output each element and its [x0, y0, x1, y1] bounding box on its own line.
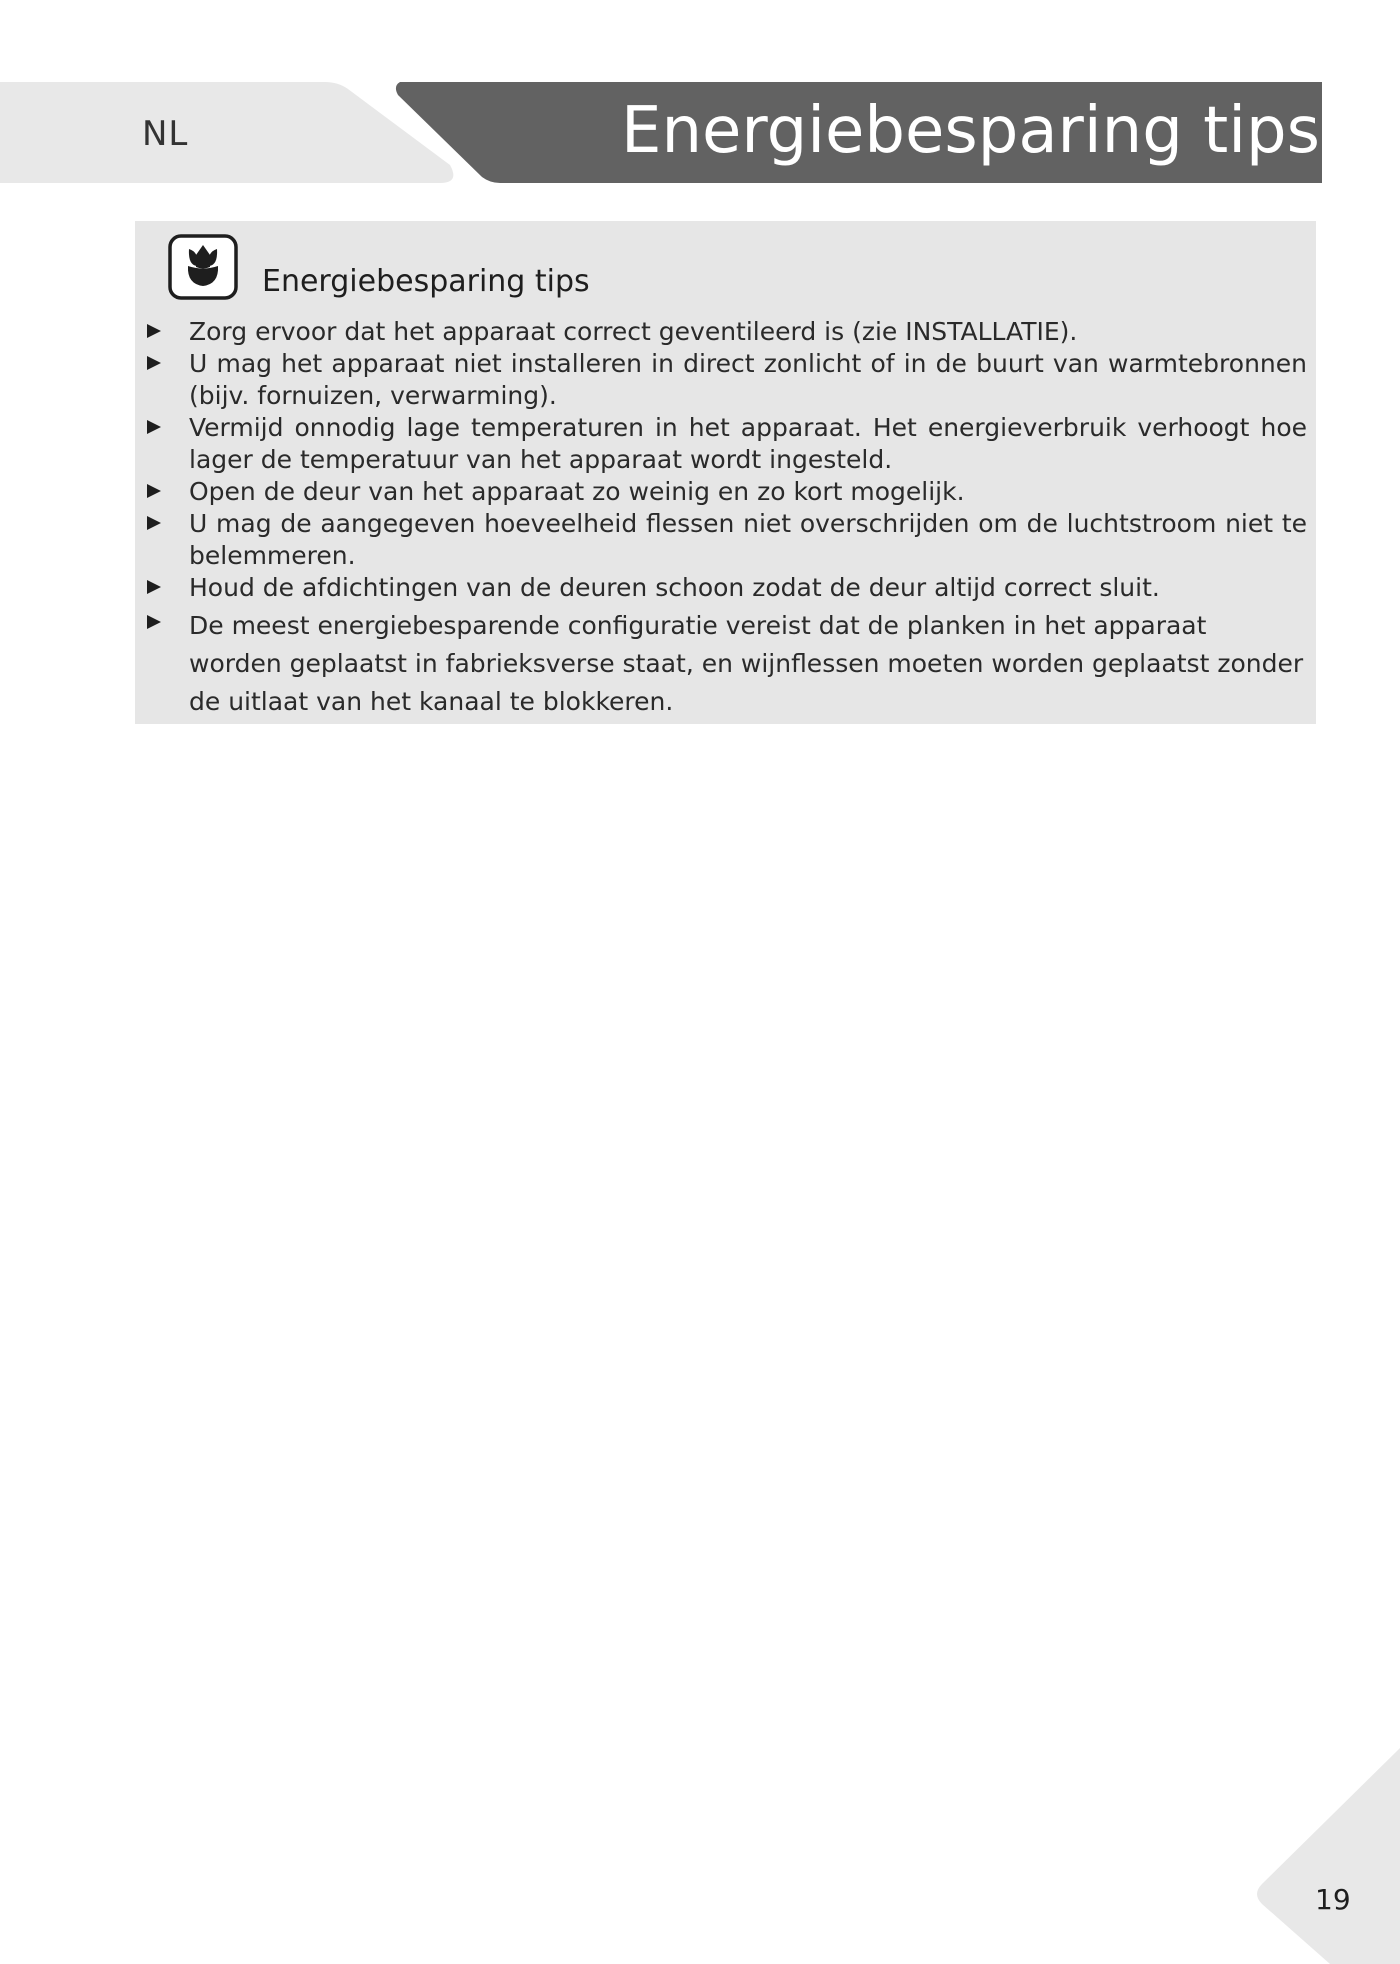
tip-text: De meest energiebesparende configuratie vereist dat de planken in het apparaat worden geplaatst in fabrieksverse staat, en wijnflessen moeten worden geplaatst zonder de uitlaat van het kanaal te blokkeren. [189, 611, 1304, 716]
page-title: Energiebesparing tips [621, 94, 1320, 168]
tip-text: Vermijd onnodig lage temperaturen in het apparaat. Het energieverbruik verhoogt hoe lager de temperatuur van het apparaat wordt ingesteld. [189, 413, 1307, 474]
tip-text: U mag het apparaat niet installeren in direct zonlicht of in de buurt van warmtebronnen (bijv. fornuizen, verwarming). [189, 349, 1307, 410]
tip-text: U mag de aangegeven hoeveelheid flessen niet overschrijden om de luchtstroom niet te belemmeren. [189, 509, 1307, 570]
tip-text: Zorg ervoor dat het apparaat correct geventileerd is (zie INSTALLATIE). [189, 317, 1078, 346]
tip-text: Houd de afdichtingen van de deuren schoon zodat de deur altijd correct sluit. [189, 573, 1160, 602]
language-label: NL [142, 114, 189, 154]
page-number: 19 [1315, 1883, 1351, 1916]
tip-text: Open de deur van het apparaat zo weinig en zo kort mogelijk. [189, 477, 965, 506]
corner-gray-tab [1257, 1748, 1400, 1964]
tips-heading: Energiebesparing tips [262, 264, 590, 299]
